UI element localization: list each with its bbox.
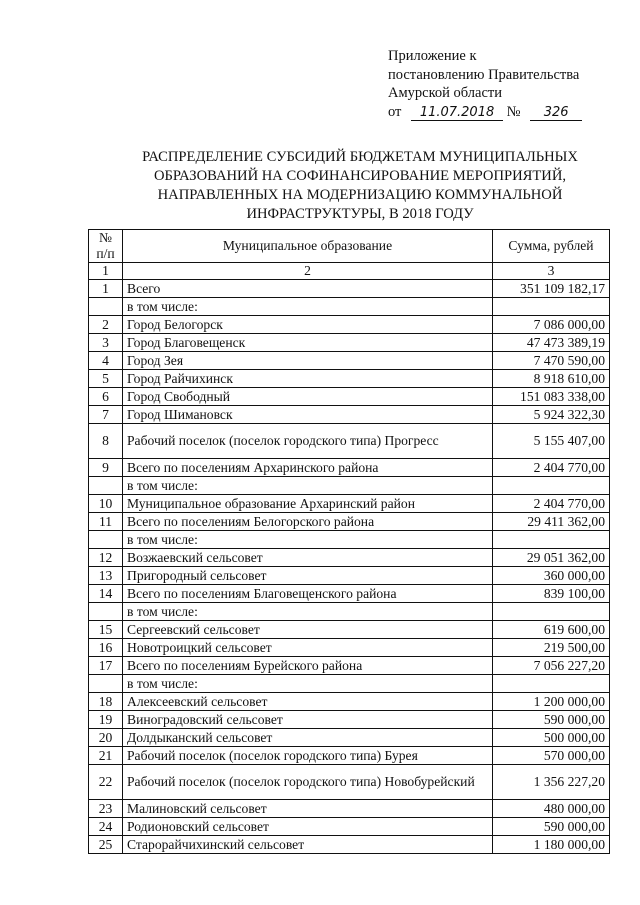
number-sign: № — [506, 103, 521, 120]
row-name: Город Райчихинск — [123, 370, 493, 388]
table-row — [89, 585, 610, 603]
row-sum: 480 000,00 — [493, 800, 610, 818]
table-row — [89, 495, 610, 513]
row-sum: 500 000,00 — [493, 729, 610, 747]
row-sum: 360 000,00 — [493, 567, 610, 585]
row-sum: 619 600,00 — [493, 621, 610, 639]
row-number: 16 — [89, 639, 123, 657]
table-row — [89, 836, 610, 854]
row-name: Всего — [123, 280, 493, 298]
table-row — [89, 352, 610, 370]
subsidy-table — [88, 229, 610, 854]
row-sum: 5 924 322,30 — [493, 406, 610, 424]
row-name: Всего по поселениям Благовещенского района — [123, 585, 493, 603]
row-sum — [493, 675, 610, 693]
row-sum: 8 918 610,00 — [493, 370, 610, 388]
row-sum: 570 000,00 — [493, 747, 610, 765]
row-sum: 351 109 182,17 — [493, 280, 610, 298]
appendix-line-2: постановлению Правительства — [388, 66, 580, 83]
row-name: Долдыканский сельсовет — [123, 729, 493, 747]
row-number: 11 — [89, 513, 123, 531]
row-name: Город Шимановск — [123, 406, 493, 424]
row-number: 13 — [89, 567, 123, 585]
row-name: Город Зея — [123, 352, 493, 370]
row-name: в том числе: — [123, 603, 493, 621]
row-name: Старорайчихинский сельсовет — [123, 836, 493, 854]
row-name: Пригородный сельсовет — [123, 567, 493, 585]
row-number: 25 — [89, 836, 123, 854]
table-row — [89, 603, 610, 621]
row-name: в том числе: — [123, 477, 493, 495]
table-row — [89, 818, 610, 836]
row-sum: 5 155 407,00 — [493, 424, 610, 459]
row-number: 5 — [89, 370, 123, 388]
row-number: 6 — [89, 388, 123, 406]
row-sum: 151 083 338,00 — [493, 388, 610, 406]
row-name: Рабочий поселок (поселок городского типа) Прогресс — [123, 424, 493, 459]
row-sum: 1 356 227,20 — [493, 765, 610, 800]
row-number: 8 — [89, 424, 123, 459]
row-name: Муниципальное образование Архаринский район — [123, 495, 493, 513]
row-number: 14 — [89, 585, 123, 603]
document-title: РАСПРЕДЕЛЕНИЕ СУБСИДИЙ БЮДЖЕТАМ МУНИЦИПАЛЬНЫХ ОБРАЗОВАНИЙ НА СОФИНАНСИРОВАНИЕ МЕРОПРИЯТИЙ, НАПРАВЛЕННЫХ НА МОДЕРНИЗАЦИЮ КОММУНАЛЬНОЙ ИНФРАСТРУКТУРЫ, В 2018 ГОДУ — [142, 149, 578, 222]
table-row — [89, 765, 610, 800]
index-cell-3: 3 — [493, 263, 610, 280]
date-prefix: от — [388, 103, 402, 120]
table-row — [89, 531, 610, 549]
row-number — [89, 477, 123, 495]
row-sum: 7 086 000,00 — [493, 316, 610, 334]
table-row — [89, 800, 610, 818]
row-name: Новотроицкий сельсовет — [123, 639, 493, 657]
table-row — [89, 693, 610, 711]
table-row — [89, 711, 610, 729]
row-name: Рабочий поселок (поселок городского типа) Бурея — [123, 747, 493, 765]
row-number: 9 — [89, 459, 123, 477]
row-sum: 219 500,00 — [493, 639, 610, 657]
row-name: Возжаевский сельсовет — [123, 549, 493, 567]
handwritten-number: 326 — [530, 105, 582, 121]
row-sum: 7 470 590,00 — [493, 352, 610, 370]
table-row — [89, 459, 610, 477]
row-sum: 29 411 362,00 — [493, 513, 610, 531]
table-row — [89, 675, 610, 693]
table-row — [89, 424, 610, 459]
table-row — [89, 370, 610, 388]
table-row — [89, 513, 610, 531]
row-name: Город Свободный — [123, 388, 493, 406]
table-row — [89, 316, 610, 334]
table-row — [89, 477, 610, 495]
row-name: Всего по поселениям Белогорского района — [123, 513, 493, 531]
row-number: 15 — [89, 621, 123, 639]
row-sum: 2 404 770,00 — [493, 459, 610, 477]
index-cell-1: 1 — [89, 263, 123, 280]
row-number: 17 — [89, 657, 123, 675]
table-row — [89, 567, 610, 585]
row-name: Город Благовещенск — [123, 334, 493, 352]
appendix-line-1: Приложение к — [388, 48, 477, 64]
row-number: 1 — [89, 280, 123, 298]
header-sum: Сумма, рублей — [493, 230, 610, 263]
row-name: в том числе: — [123, 531, 493, 549]
row-name: Всего по поселениям Бурейского района — [123, 657, 493, 675]
table-header-row — [89, 230, 610, 263]
row-sum: 1 180 000,00 — [493, 836, 610, 854]
row-sum: 590 000,00 — [493, 818, 610, 836]
row-number: 24 — [89, 818, 123, 836]
row-name: Город Белогорск — [123, 316, 493, 334]
row-name: Родионовский сельсовет — [123, 818, 493, 836]
table-row — [89, 639, 610, 657]
row-sum: 47 473 389,19 — [493, 334, 610, 352]
appendix-block — [388, 47, 582, 121]
row-name: в том числе: — [123, 298, 493, 316]
row-number: 4 — [89, 352, 123, 370]
header-name: Муниципальное образование — [123, 230, 493, 263]
row-sum: 7 056 227,20 — [493, 657, 610, 675]
row-number: 19 — [89, 711, 123, 729]
row-sum: 590 000,00 — [493, 711, 610, 729]
row-sum: 29 051 362,00 — [493, 549, 610, 567]
row-name: в том числе: — [123, 675, 493, 693]
table-index-row — [89, 263, 610, 280]
row-name: Виноградовский сельсовет — [123, 711, 493, 729]
row-name: Сергеевский сельсовет — [123, 621, 493, 639]
row-sum — [493, 298, 610, 316]
table-row — [89, 621, 610, 639]
table-row — [89, 388, 610, 406]
appendix-date-line — [388, 103, 582, 122]
row-sum: 1 200 000,00 — [493, 693, 610, 711]
row-name: Малиновский сельсовет — [123, 800, 493, 818]
table-row — [89, 280, 610, 298]
row-number — [89, 298, 123, 316]
row-number — [89, 603, 123, 621]
row-sum: 839 100,00 — [493, 585, 610, 603]
row-number: 18 — [89, 693, 123, 711]
row-sum — [493, 531, 610, 549]
row-name: Алексеевский сельсовет — [123, 693, 493, 711]
row-number — [89, 531, 123, 549]
row-number: 7 — [89, 406, 123, 424]
row-sum: 2 404 770,00 — [493, 495, 610, 513]
table-row — [89, 406, 610, 424]
row-sum — [493, 477, 610, 495]
row-number: 12 — [89, 549, 123, 567]
header-no: № п/п — [89, 230, 123, 263]
table-row — [89, 657, 610, 675]
table-row — [89, 729, 610, 747]
table-row — [89, 549, 610, 567]
table-row — [89, 298, 610, 316]
row-number: 21 — [89, 747, 123, 765]
table-row — [89, 747, 610, 765]
row-name: Рабочий поселок (поселок городского типа) Новобурейский — [123, 765, 493, 800]
appendix-line-3: Амурской области — [388, 85, 502, 101]
row-number: 3 — [89, 334, 123, 352]
row-name: Всего по поселениям Архаринского района — [123, 459, 493, 477]
table-row — [89, 334, 610, 352]
row-number: 23 — [89, 800, 123, 818]
row-number — [89, 675, 123, 693]
row-number: 22 — [89, 765, 123, 800]
index-cell-2: 2 — [123, 263, 493, 280]
row-number: 2 — [89, 316, 123, 334]
row-number: 10 — [89, 495, 123, 513]
row-sum — [493, 603, 610, 621]
row-number: 20 — [89, 729, 123, 747]
handwritten-date: 11.07.2018 — [411, 105, 503, 121]
